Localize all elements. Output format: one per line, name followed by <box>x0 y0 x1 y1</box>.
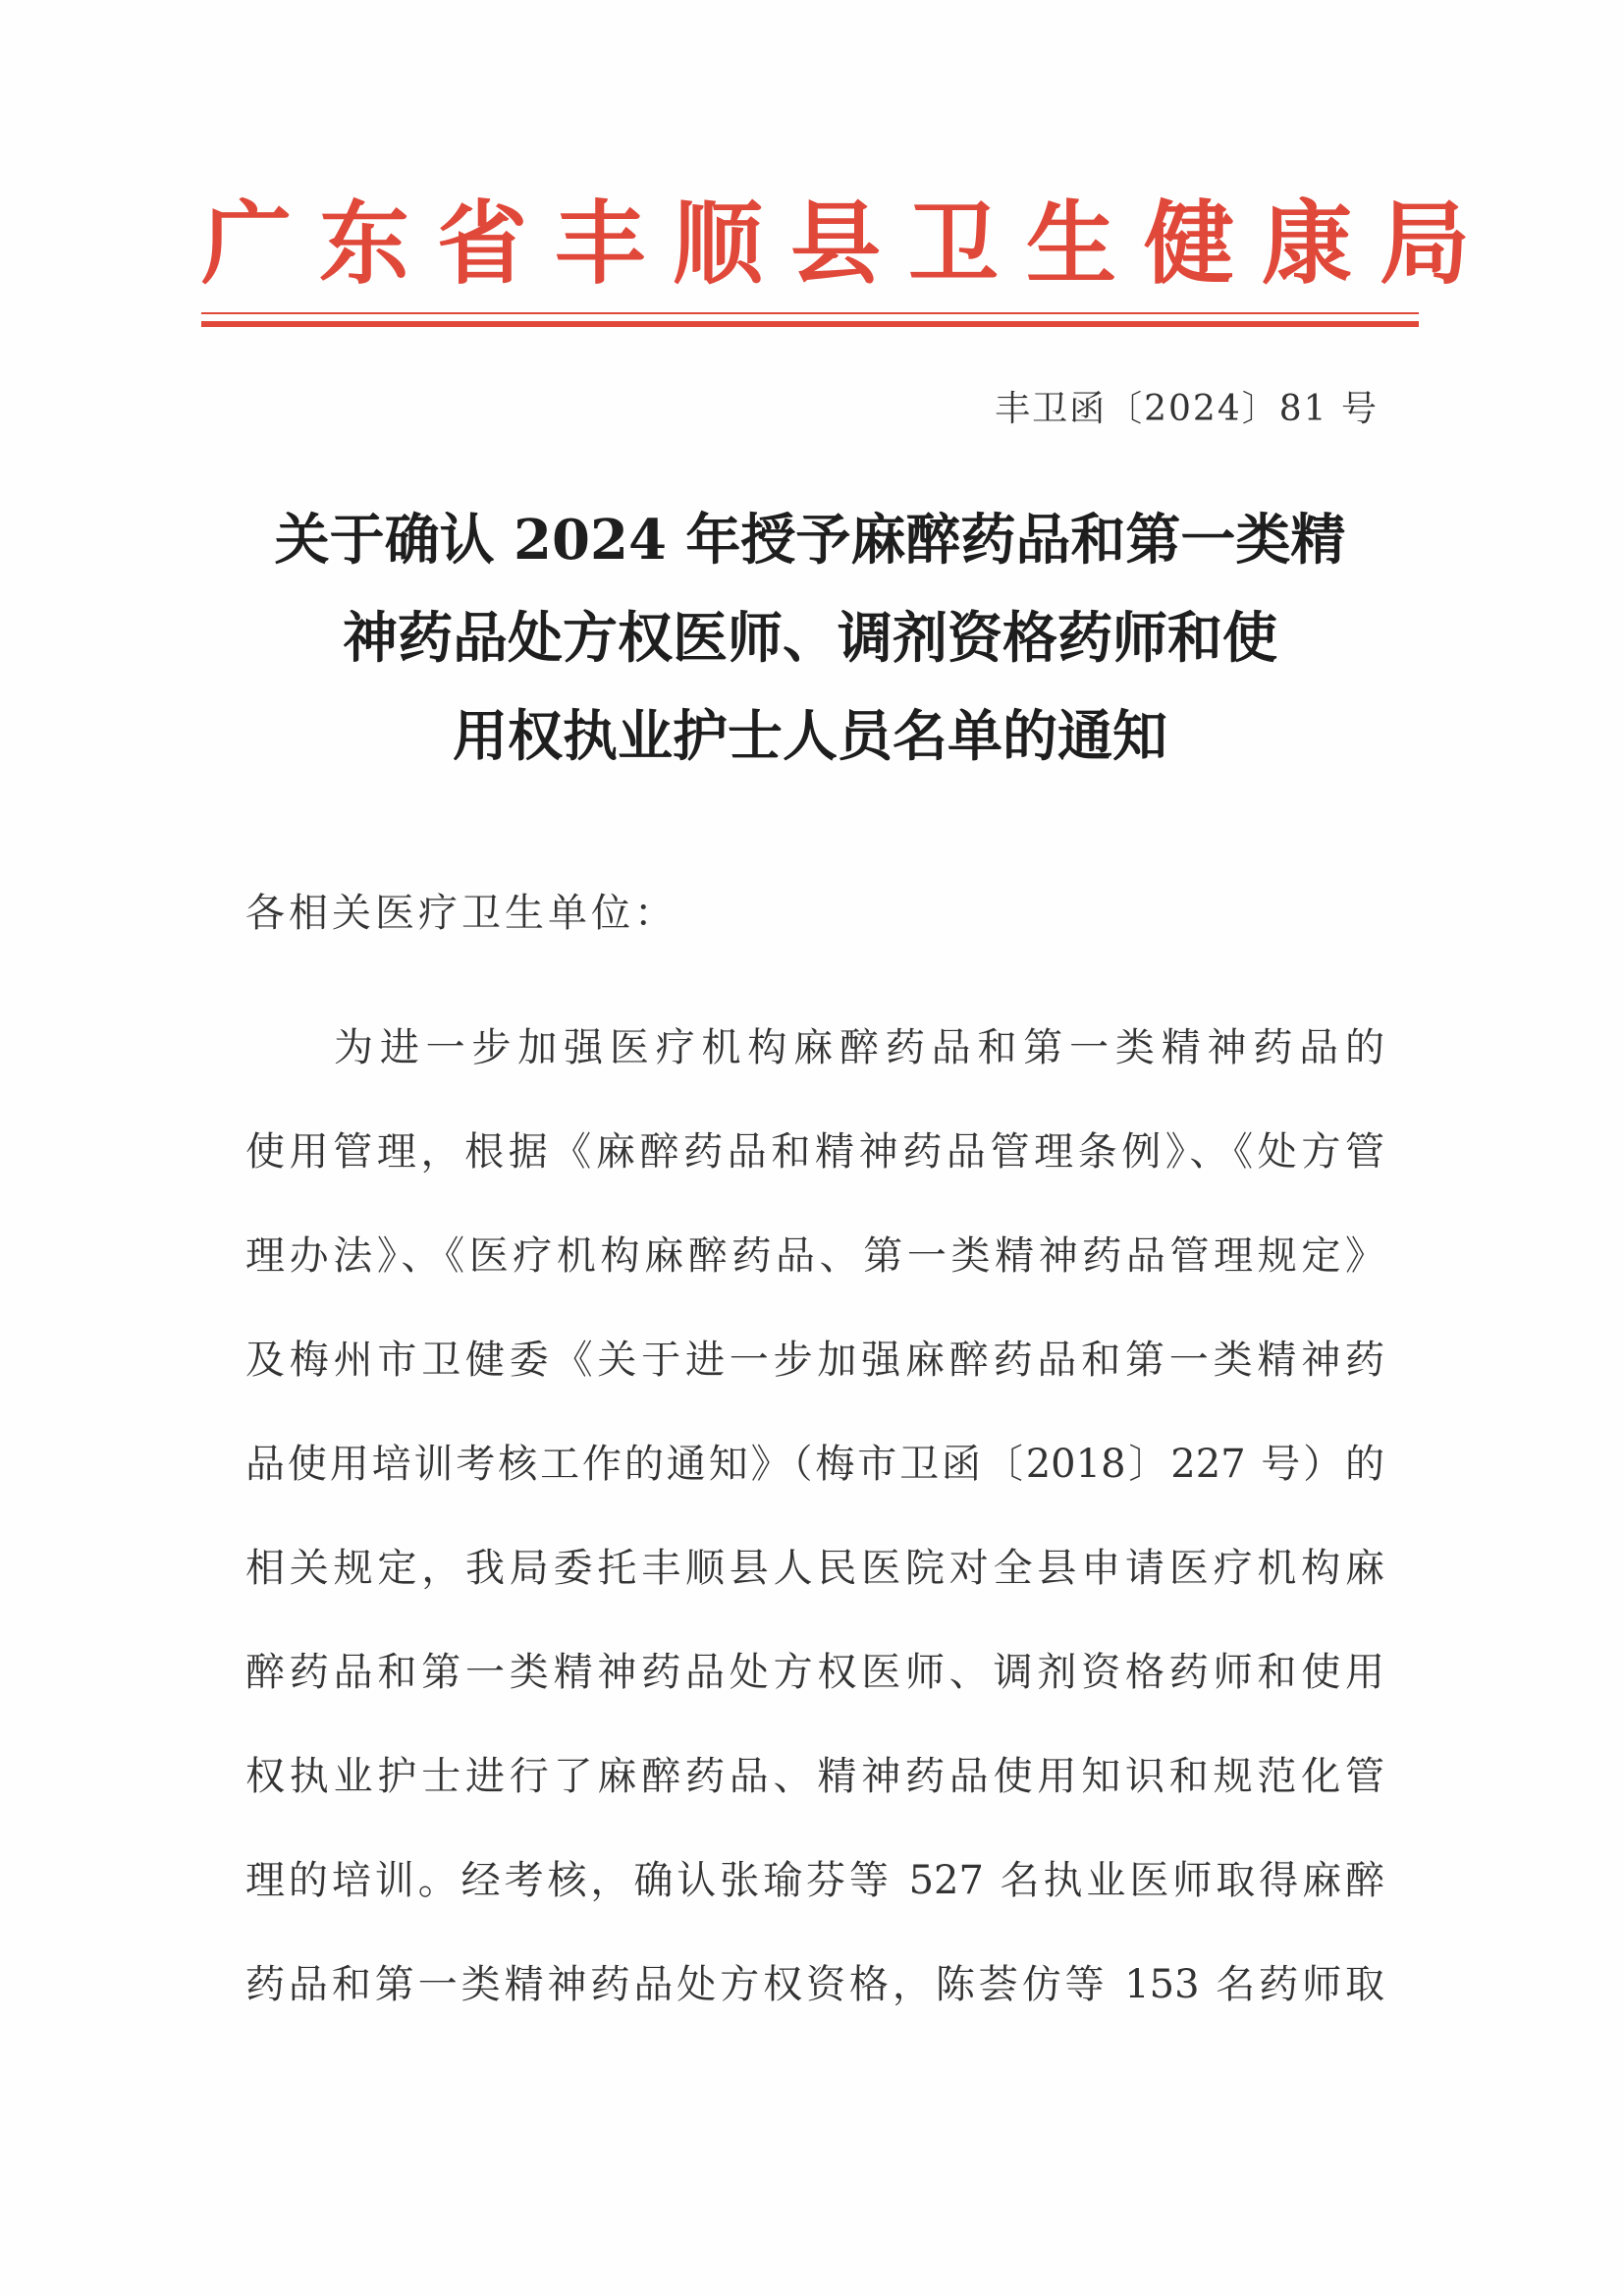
body-line: 相关规定，我局委托丰顺县人民医院对全县申请医疗机构麻 <box>245 1546 1384 1591</box>
body-line: 使用管理，根据《麻醉药品和精神药品管理条例》、《处方管 <box>245 1129 1384 1175</box>
body-line: 及梅州市卫健委《关于进一步加强麻醉药品和第一类精神药 <box>245 1338 1384 1383</box>
salutation: 各相关医疗卫生单位： <box>245 891 677 936</box>
title-line: 关于确认 2024 年授予麻醉药品和第一类精 <box>274 508 1346 573</box>
body-line: 醉药品和第一类精神药品处方权医师、调剂资格药师和使用 <box>245 1650 1384 1695</box>
title-line: 用权执业护士人员名单的通知 <box>453 704 1167 769</box>
document-title <box>226 491 1394 786</box>
body-line: 药品和第一类精神药品处方权资格，陈荟仿等 153 名药师取 <box>245 1962 1384 2007</box>
title-line: 神药品处方权医师、调剂资格药师和使 <box>343 606 1277 671</box>
body-line: 理办法》、《医疗机构麻醉药品、第一类精神药品管理规定》 <box>245 1233 1384 1279</box>
body-line: 权执业护士进行了麻醉药品、精神药品使用知识和规范化管 <box>245 1754 1384 1799</box>
letterhead-divider-thin <box>201 312 1419 314</box>
body-line: 为进一步加强医疗机构麻醉药品和第一类精神药品的 <box>334 1025 1384 1070</box>
body-line: 理的培训。经考核，确认张瑜芬等 527 名执业医师取得麻醉 <box>245 1858 1384 1903</box>
letterhead-divider-thick <box>201 321 1419 327</box>
body-line: 品使用培训考核工作的通知》（梅市卫函〔2018〕227 号）的 <box>245 1442 1384 1487</box>
body-paragraph <box>245 996 1384 2037</box>
letterhead-org-name: 广东省丰顺县卫生健康局 <box>201 191 1498 297</box>
document-number: 丰卫函〔2024〕81 号 <box>995 389 1379 429</box>
